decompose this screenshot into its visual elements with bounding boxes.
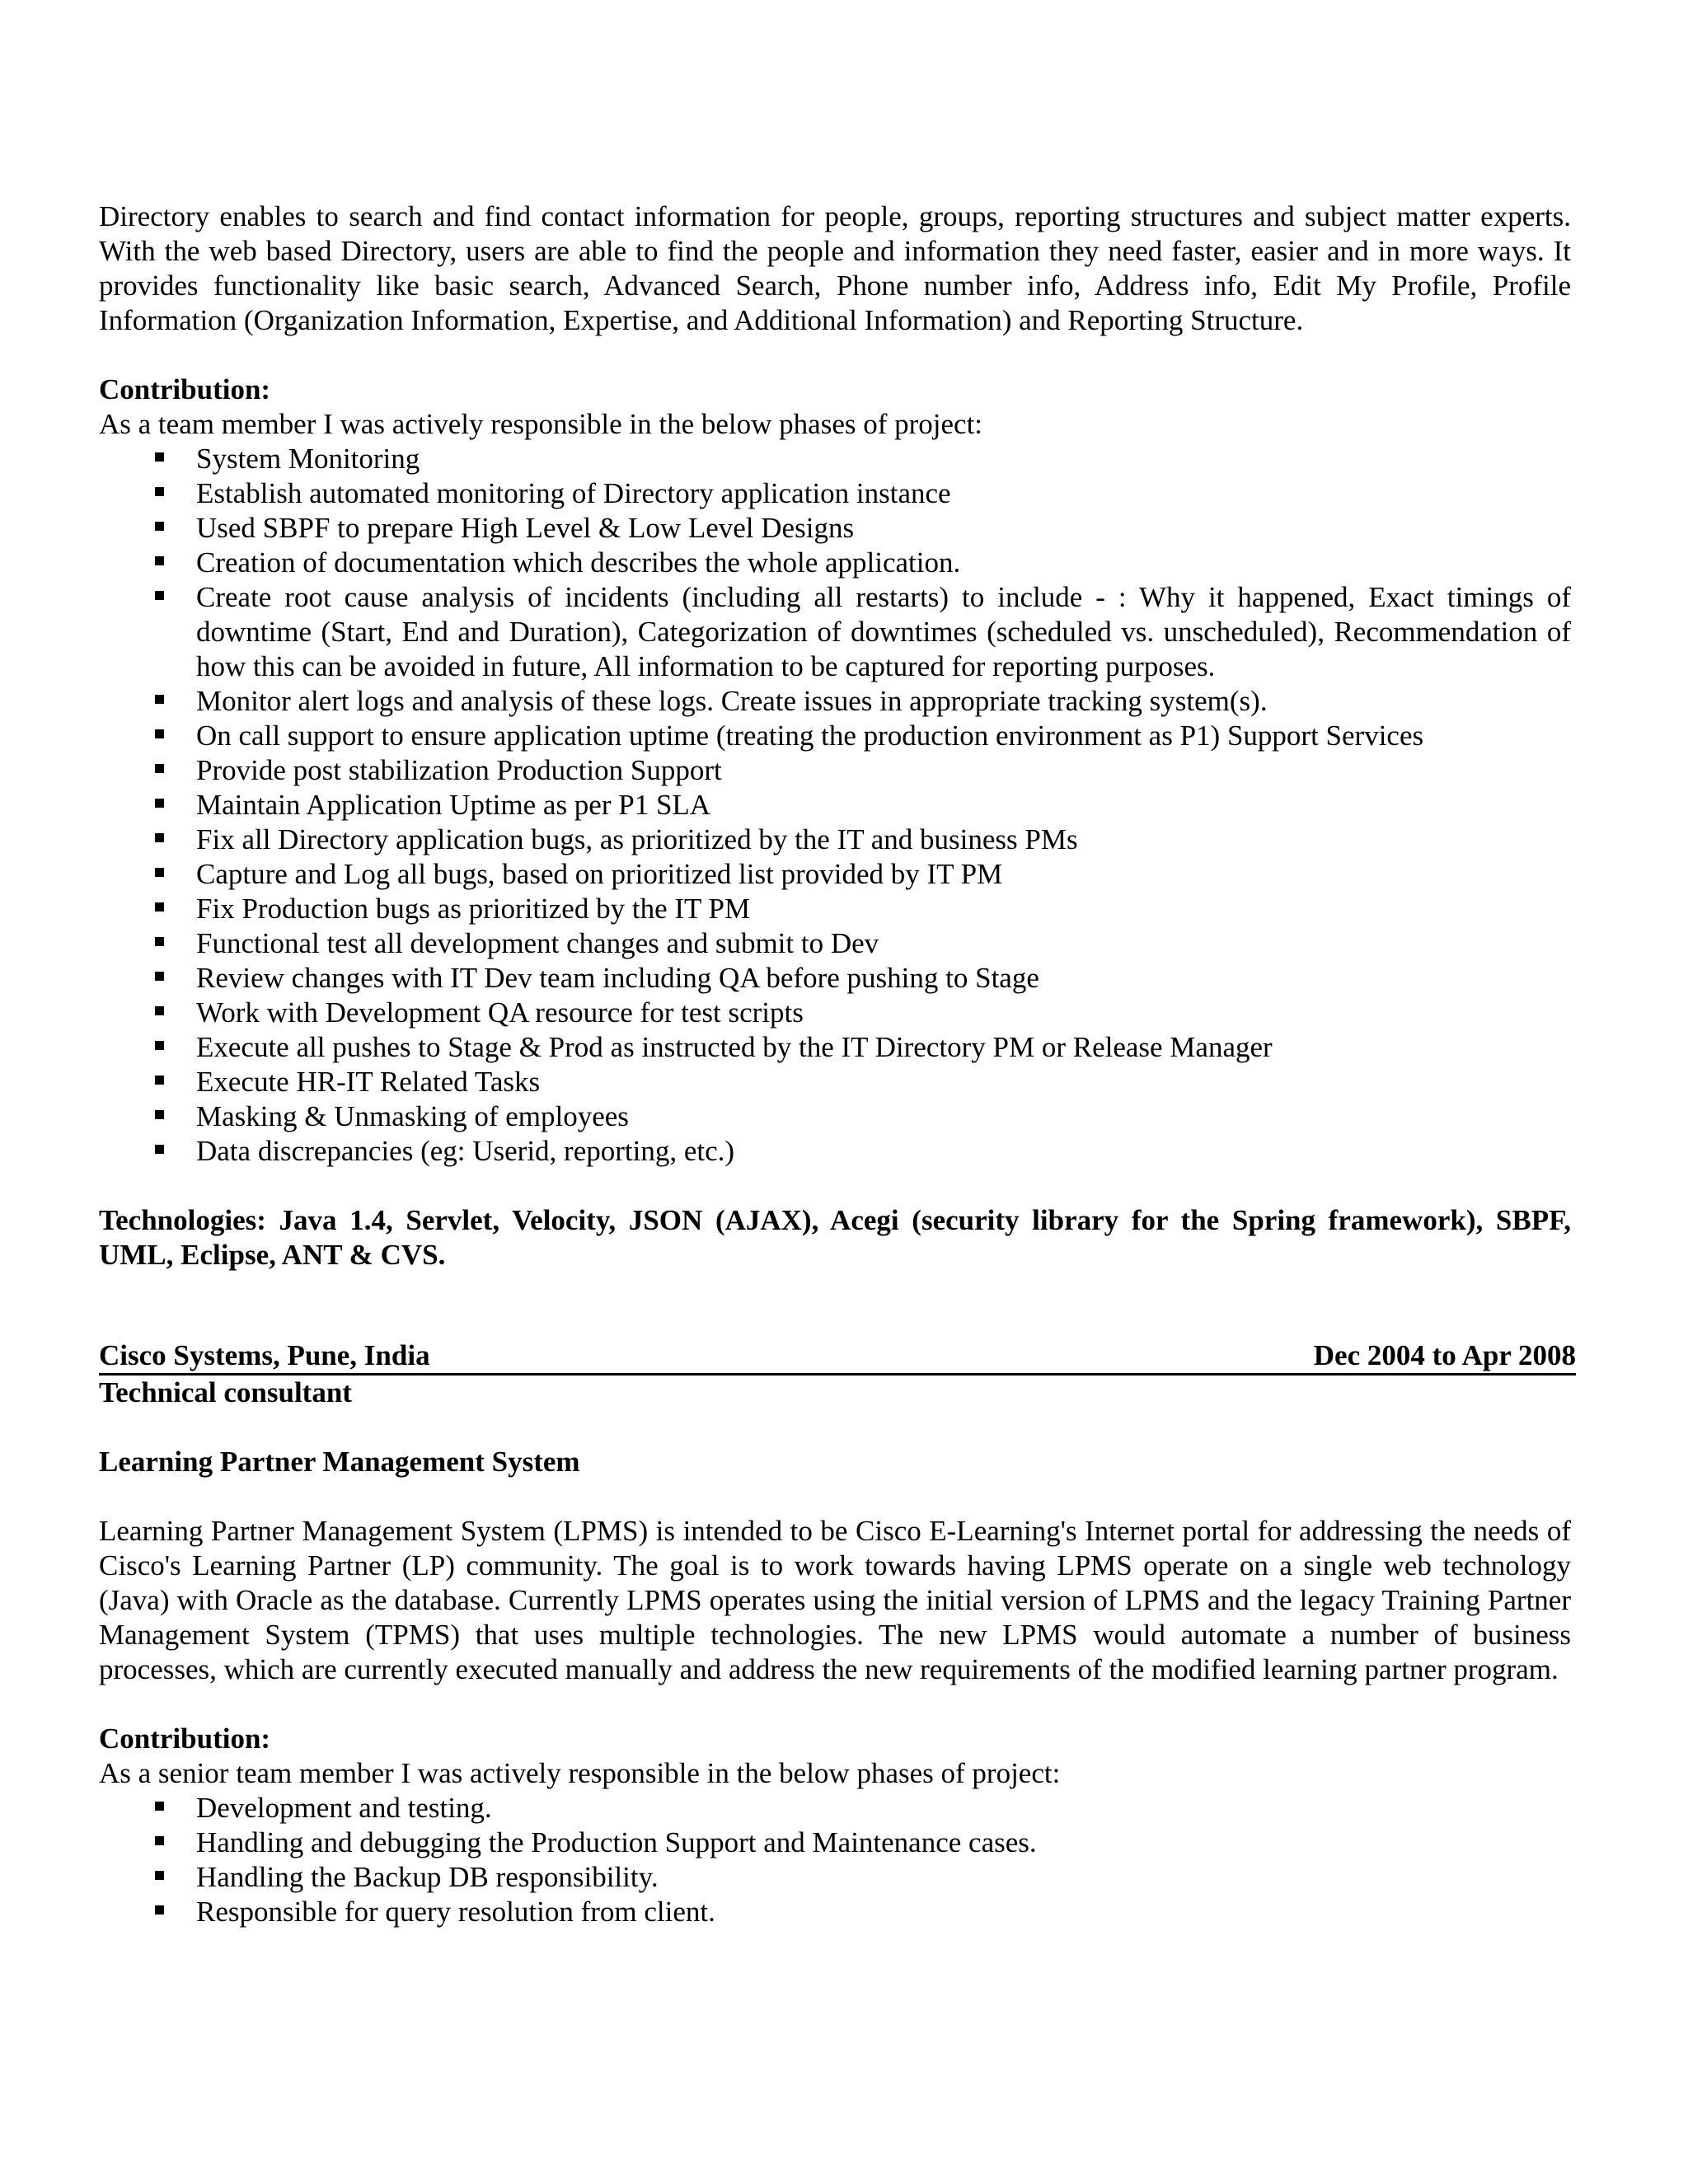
- square-bullet-icon: [155, 591, 164, 600]
- contribution-heading: Contribution:: [99, 373, 271, 405]
- list-item-text: Provide post stabilization Production Support: [196, 754, 722, 786]
- list-item-text: Execute HR-IT Related Tasks: [196, 1066, 541, 1098]
- list-item-text: Capture and Log all bugs, based on prioritized list provided by IT PM: [196, 858, 1003, 890]
- list-item: [196, 1791, 1571, 1825]
- square-bullet-icon: [155, 487, 164, 496]
- list-item-text: Monitor alert logs and analysis of these logs. Create issues in appropriate tracking system(s).: [196, 685, 1268, 717]
- list-item: [196, 1065, 1571, 1099]
- list-item-text: Responsible for query resolution from client.: [196, 1896, 715, 1928]
- list-item: [196, 719, 1571, 753]
- square-bullet-icon: [155, 764, 164, 773]
- list-item-text: Work with Development QA resource for test scripts: [196, 996, 804, 1029]
- square-bullet-icon: [155, 1905, 164, 1915]
- square-bullet-icon: [155, 556, 164, 565]
- spacer: [99, 1169, 1571, 1203]
- list-item-text: System Monitoring: [196, 443, 420, 475]
- square-bullet-icon: [155, 1836, 164, 1845]
- list-item-text: Development and testing.: [196, 1792, 492, 1824]
- list-item: [196, 511, 1571, 546]
- square-bullet-icon: [155, 972, 164, 981]
- list-item-text: Fix all Directory application bugs, as prioritized by the IT and business PMs: [196, 823, 1078, 855]
- resume-page: [99, 199, 1576, 1929]
- list-item: [196, 857, 1571, 892]
- list-item: [196, 1134, 1571, 1169]
- spacer: [99, 1687, 1571, 1722]
- employment-dates: Dec 2004 to Apr 2008: [1313, 1339, 1576, 1371]
- contribution-lead: As a senior team member I was actively responsible in the below phases of project:: [99, 1757, 1061, 1789]
- list-item-text: Masking & Unmasking of employees: [196, 1100, 629, 1132]
- list-item-text: Functional test all development changes and submit to Dev: [196, 927, 879, 959]
- square-bullet-icon: [155, 1802, 164, 1811]
- square-bullet-icon: [155, 1871, 164, 1880]
- list-item-text: Review changes with IT Dev team including QA before pushing to Stage: [196, 962, 1039, 994]
- list-item: [196, 580, 1571, 684]
- spacer: [99, 1272, 1571, 1338]
- list-item-text: Establish automated monitoring of Directory application instance: [196, 477, 951, 509]
- technologies-line: Technologies: Java 1.4, Servlet, Velocity, JSON (AJAX), Acegi (security library for the Spring framework), SBPF, UML, Eclipse, ANT & CVS.: [99, 1204, 1571, 1271]
- square-bullet-icon: [155, 729, 164, 738]
- list-item: [196, 892, 1571, 926]
- list-item-text: Data discrepancies (eg: Userid, reporting, etc.): [196, 1135, 735, 1167]
- list-item: [196, 1860, 1571, 1895]
- list-item: [196, 1895, 1571, 1929]
- contribution-list: [99, 1791, 1571, 1929]
- list-item: [196, 753, 1571, 788]
- list-item: [196, 546, 1571, 580]
- list-item: [196, 1825, 1571, 1860]
- list-item: [196, 684, 1571, 719]
- company-name: Cisco Systems, Pune, India: [99, 1339, 430, 1371]
- list-item: [196, 476, 1571, 511]
- square-bullet-icon: [155, 1006, 164, 1015]
- square-bullet-icon: [155, 833, 164, 842]
- list-item: [196, 788, 1571, 823]
- contribution-heading: Contribution:: [99, 1722, 271, 1755]
- list-item-text: Maintain Application Uptime as per P1 SLA: [196, 789, 711, 821]
- list-item: [196, 926, 1571, 961]
- list-item-text: Used SBPF to prepare High Level & Low Level Designs: [196, 512, 855, 544]
- contribution-lead: As a team member I was actively responsible in the below phases of project:: [99, 408, 983, 440]
- square-bullet-icon: [155, 695, 164, 704]
- square-bullet-icon: [155, 868, 164, 877]
- list-item: [196, 442, 1571, 476]
- list-item-text: On call support to ensure application uptime (treating the production environment as P1) Support Services: [196, 719, 1424, 752]
- square-bullet-icon: [155, 902, 164, 912]
- list-item: [196, 1099, 1571, 1134]
- list-item-text: Execute all pushes to Stage & Prod as instructed by the IT Directory PM or Release Manager: [196, 1031, 1273, 1063]
- list-item: [196, 996, 1571, 1030]
- square-bullet-icon: [155, 1076, 164, 1085]
- spacer: [99, 338, 1571, 373]
- list-item-text: Handling the Backup DB responsibility.: [196, 1861, 659, 1893]
- list-item-text: Create root cause analysis of incidents (including all restarts) to include - : Why it happened, Exact timings of downtime (Start, End and Duration), Categorization of downtimes (scheduled vs. unscheduled), Recommendation of how this can be avoided in future, All information to be captured for reporting purposes.: [196, 581, 1571, 682]
- contribution-list: [99, 442, 1571, 1169]
- square-bullet-icon: [155, 937, 164, 946]
- square-bullet-icon: [155, 1041, 164, 1050]
- square-bullet-icon: [155, 1145, 164, 1154]
- square-bullet-icon: [155, 452, 164, 462]
- list-item: [196, 1030, 1571, 1065]
- list-item-text: Creation of documentation which describes the whole application.: [196, 546, 961, 579]
- job-role: Technical consultant: [99, 1376, 352, 1408]
- square-bullet-icon: [155, 1110, 164, 1119]
- list-item-text: Handling and debugging the Production Support and Maintenance cases.: [196, 1826, 1037, 1858]
- lpms-description-paragraph: Learning Partner Management System (LPMS) is intended to be Cisco E-Learning's Internet portal for addressing the needs of Cisco's Learning Partner (LP) community. The goal is to work towards having LPMS operate on a single web technology (Java) with Oracle as the database. Currently LPMS operates using the initial version of LPMS and the legacy Training Partner Management System (TPMS) that uses multiple technologies. The new LPMS would automate a number of business processes, which are currently executed manually and address the new requirements of the modified learning partner program.: [99, 1515, 1571, 1685]
- list-item-text: Fix Production bugs as prioritized by the IT PM: [196, 893, 751, 925]
- directory-intro-paragraph: Directory enables to search and find contact information for people, groups, reporting structures and subject matter experts. With the web based Directory, users are able to find the people and information they need faster, easier and in more ways. It provides functionality like basic search, Advanced Search, Phone number info, Address info, Edit My Profile, Profile Information (Organization Information, Expertise, and Additional Information) and Reporting Structure.: [99, 200, 1571, 336]
- square-bullet-icon: [155, 522, 164, 531]
- list-item: [196, 961, 1571, 996]
- employer-header: [99, 1338, 1576, 1376]
- spacer: [99, 1410, 1571, 1445]
- square-bullet-icon: [155, 799, 164, 808]
- spacer: [99, 1479, 1571, 1514]
- project-title: Learning Partner Management System: [99, 1446, 580, 1478]
- list-item: [196, 823, 1571, 857]
